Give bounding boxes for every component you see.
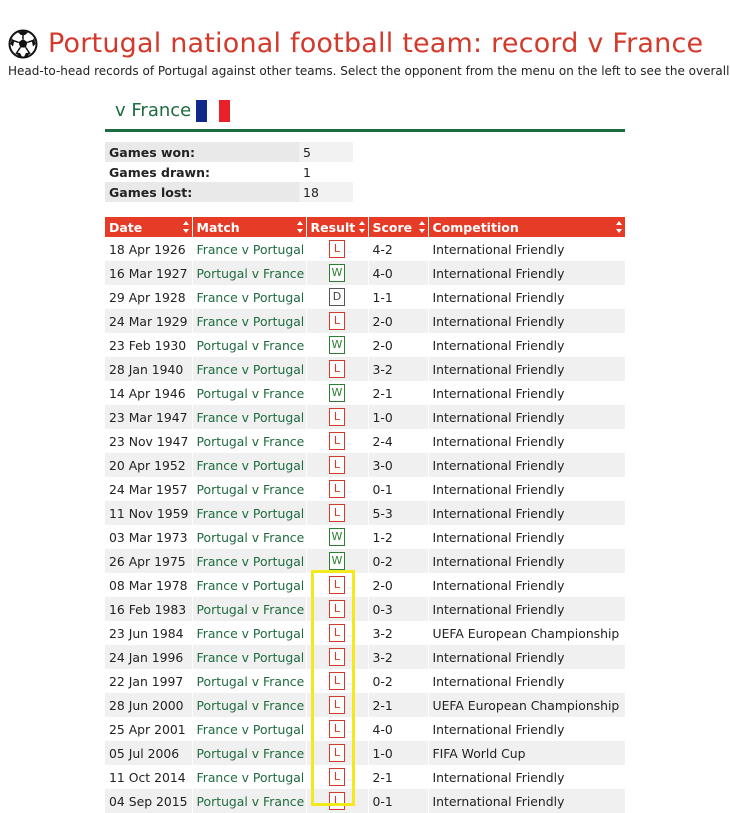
cell-result <box>306 381 368 405</box>
cell-match[interactable]: France v Portugal <box>192 549 306 573</box>
cell-competition: International Friendly <box>428 405 625 429</box>
cell-score: 0-1 <box>368 789 428 813</box>
result-badge: L <box>329 744 345 762</box>
cell-score: 0-3 <box>368 597 428 621</box>
cell-date: 23 Nov 1947 <box>105 429 192 453</box>
cell-score: 1-0 <box>368 741 428 765</box>
cell-result <box>306 453 368 477</box>
cell-date: 14 Apr 1946 <box>105 381 192 405</box>
cell-score: 3-2 <box>368 645 428 669</box>
cell-result <box>306 477 368 501</box>
cell-date: 04 Sep 2015 <box>105 789 192 813</box>
header-date[interactable]: Date <box>105 217 192 237</box>
cell-score: 4-0 <box>368 261 428 285</box>
cell-score: 2-1 <box>368 765 428 789</box>
result-badge: L <box>329 480 345 498</box>
cell-result <box>306 549 368 573</box>
header-result[interactable]: Result <box>306 217 368 237</box>
cell-result <box>306 693 368 717</box>
cell-match[interactable]: Portugal v France <box>192 261 306 285</box>
table-row <box>105 501 625 525</box>
result-badge: L <box>329 648 345 666</box>
cell-date: 05 Jul 2006 <box>105 741 192 765</box>
cell-score: 4-0 <box>368 717 428 741</box>
sort-icon <box>183 221 189 233</box>
cell-score: 0-2 <box>368 669 428 693</box>
football-icon <box>8 29 38 59</box>
table-row <box>105 261 625 285</box>
table-row <box>105 765 625 789</box>
cell-match[interactable]: Portugal v France <box>192 381 306 405</box>
cell-competition: International Friendly <box>428 573 625 597</box>
cell-match[interactable]: Portugal v France <box>192 669 306 693</box>
cell-result <box>306 357 368 381</box>
result-badge: W <box>329 528 345 546</box>
cell-score: 1-2 <box>368 525 428 549</box>
cell-score: 4-2 <box>368 237 428 261</box>
cell-score: 2-0 <box>368 333 428 357</box>
cell-date: 23 Feb 1930 <box>105 333 192 357</box>
cell-competition: International Friendly <box>428 237 625 261</box>
cell-result <box>306 429 368 453</box>
summary-row-drawn <box>105 162 353 182</box>
summary-label: Games won: <box>105 142 299 162</box>
result-badge: L <box>329 504 345 522</box>
cell-match[interactable]: Portugal v France <box>192 741 306 765</box>
cell-result <box>306 765 368 789</box>
cell-date: 24 Mar 1929 <box>105 309 192 333</box>
sort-icon <box>359 221 365 233</box>
result-badge: L <box>329 720 345 738</box>
cell-match[interactable]: Portugal v France <box>192 429 306 453</box>
intro-text: Head-to-head records of Portugal against other teams. Select the opponent from the menu on the left to see the overall <box>8 64 730 78</box>
cell-competition: International Friendly <box>428 333 625 357</box>
cell-match[interactable]: Portugal v France <box>192 597 306 621</box>
cell-result <box>306 285 368 309</box>
cell-match[interactable]: France v Portugal <box>192 357 306 381</box>
cell-match[interactable]: France v Portugal <box>192 573 306 597</box>
cell-date: 18 Apr 1926 <box>105 237 192 261</box>
cell-competition: International Friendly <box>428 549 625 573</box>
cell-result <box>306 309 368 333</box>
cell-result <box>306 261 368 285</box>
result-badge: L <box>329 456 345 474</box>
cell-date: 28 Jan 1940 <box>105 357 192 381</box>
table-row <box>105 741 625 765</box>
cell-date: 16 Feb 1983 <box>105 597 192 621</box>
result-badge: L <box>329 576 345 594</box>
cell-score: 2-4 <box>368 429 428 453</box>
header-match[interactable]: Match <box>192 217 306 237</box>
cell-competition: International Friendly <box>428 525 625 549</box>
result-badge: D <box>329 288 345 306</box>
cell-result <box>306 525 368 549</box>
cell-competition: International Friendly <box>428 597 625 621</box>
cell-date: 11 Oct 2014 <box>105 765 192 789</box>
table-row <box>105 381 625 405</box>
table-row <box>105 237 625 261</box>
cell-date: 23 Jun 1984 <box>105 621 192 645</box>
result-badge: L <box>329 408 345 426</box>
cell-date: 11 Nov 1959 <box>105 501 192 525</box>
cell-competition: UEFA European Championship <box>428 621 625 645</box>
result-badge: W <box>329 336 345 354</box>
cell-date: 29 Apr 1928 <box>105 285 192 309</box>
cell-competition: International Friendly <box>428 285 625 309</box>
cell-match[interactable]: France v Portugal <box>192 309 306 333</box>
cell-score: 3-2 <box>368 621 428 645</box>
summary-value: 18 <box>299 182 353 202</box>
table-row <box>105 453 625 477</box>
table-row <box>105 429 625 453</box>
cell-competition: International Friendly <box>428 381 625 405</box>
summary-label: Games lost: <box>105 182 299 202</box>
header-competition[interactable]: Competition <box>428 217 625 237</box>
cell-score: 2-1 <box>368 693 428 717</box>
cell-match[interactable]: France v Portugal <box>192 765 306 789</box>
cell-result <box>306 621 368 645</box>
summary-value: 5 <box>299 142 353 162</box>
table-row <box>105 645 625 669</box>
cell-result <box>306 405 368 429</box>
cell-score: 1-1 <box>368 285 428 309</box>
table-row <box>105 525 625 549</box>
result-badge: L <box>329 696 345 714</box>
cell-result <box>306 333 368 357</box>
cell-date: 16 Mar 1927 <box>105 261 192 285</box>
opponent-header <box>105 97 625 132</box>
cell-result <box>306 789 368 813</box>
summary-table <box>105 142 353 202</box>
cell-score: 3-2 <box>368 357 428 381</box>
page-title: Portugal national football team: record v France <box>48 28 704 60</box>
cell-competition: International Friendly <box>428 789 625 813</box>
table-row <box>105 621 625 645</box>
cell-score: 2-0 <box>368 573 428 597</box>
cell-result <box>306 237 368 261</box>
cell-competition: International Friendly <box>428 669 625 693</box>
table-row <box>105 717 625 741</box>
cell-result <box>306 645 368 669</box>
cell-result <box>306 597 368 621</box>
cell-competition: International Friendly <box>428 309 625 333</box>
table-row <box>105 477 625 501</box>
cell-date: 20 Apr 1952 <box>105 453 192 477</box>
cell-competition: UEFA European Championship <box>428 693 625 717</box>
table-row <box>105 789 625 813</box>
sort-icon <box>616 221 622 233</box>
cell-date: 03 Mar 1973 <box>105 525 192 549</box>
table-row <box>105 405 625 429</box>
cell-match[interactable]: Portugal v France <box>192 477 306 501</box>
cell-match[interactable]: Portugal v France <box>192 525 306 549</box>
cell-match[interactable]: France v Portugal <box>192 453 306 477</box>
summary-row-won <box>105 142 353 162</box>
table-row <box>105 597 625 621</box>
cell-match[interactable]: France v Portugal <box>192 501 306 525</box>
cell-match[interactable]: Portugal v France <box>192 333 306 357</box>
cell-match[interactable]: France v Portugal <box>192 285 306 309</box>
cell-date: 25 Apr 2001 <box>105 717 192 741</box>
cell-match[interactable]: France v Portugal <box>192 717 306 741</box>
cell-result <box>306 573 368 597</box>
results-table <box>105 217 626 813</box>
table-row <box>105 309 625 333</box>
cell-score: 2-0 <box>368 309 428 333</box>
cell-date: 23 Mar 1947 <box>105 405 192 429</box>
table-row <box>105 693 625 717</box>
result-badge: L <box>329 432 345 450</box>
cell-match[interactable]: France v Portugal <box>192 645 306 669</box>
result-badge: W <box>329 264 345 282</box>
cell-date: 24 Mar 1957 <box>105 477 192 501</box>
opponent-label: v France <box>115 100 192 121</box>
cell-competition: International Friendly <box>428 501 625 525</box>
header-score[interactable]: Score <box>368 217 428 237</box>
cell-competition: International Friendly <box>428 645 625 669</box>
table-row <box>105 357 625 381</box>
cell-competition: International Friendly <box>428 357 625 381</box>
summary-row-lost <box>105 182 353 202</box>
cell-result <box>306 717 368 741</box>
cell-competition: International Friendly <box>428 717 625 741</box>
cell-competition: FIFA World Cup <box>428 741 625 765</box>
table-row <box>105 573 625 597</box>
cell-match[interactable]: Portugal v France <box>192 789 306 813</box>
result-badge: L <box>329 672 345 690</box>
cell-result <box>306 669 368 693</box>
result-badge: L <box>329 624 345 642</box>
summary-label: Games drawn: <box>105 162 299 182</box>
cell-score: 5-3 <box>368 501 428 525</box>
cell-date: 26 Apr 1975 <box>105 549 192 573</box>
result-badge: L <box>329 240 345 258</box>
cell-date: 08 Mar 1978 <box>105 573 192 597</box>
result-badge: L <box>329 360 345 378</box>
cell-date: 28 Jun 2000 <box>105 693 192 717</box>
cell-score: 1-0 <box>368 405 428 429</box>
cell-competition: International Friendly <box>428 765 625 789</box>
cell-competition: International Friendly <box>428 477 625 501</box>
table-row <box>105 333 625 357</box>
cell-score: 3-0 <box>368 453 428 477</box>
result-badge: L <box>329 792 345 810</box>
table-header-row <box>105 217 625 237</box>
cell-result <box>306 741 368 765</box>
cell-match[interactable]: France v Portugal <box>192 405 306 429</box>
table-row <box>105 549 625 573</box>
sort-icon <box>297 221 303 233</box>
cell-match[interactable]: France v Portugal <box>192 621 306 645</box>
cell-competition: International Friendly <box>428 261 625 285</box>
cell-match[interactable]: France v Portugal <box>192 237 306 261</box>
summary-value: 1 <box>299 162 353 182</box>
result-badge: W <box>329 552 345 570</box>
result-badge: L <box>329 600 345 618</box>
cell-score: 2-1 <box>368 381 428 405</box>
table-row <box>105 669 625 693</box>
cell-score: 0-2 <box>368 549 428 573</box>
cell-result <box>306 501 368 525</box>
sort-icon <box>419 221 425 233</box>
cell-competition: International Friendly <box>428 453 625 477</box>
table-row <box>105 285 625 309</box>
result-badge: L <box>329 768 345 786</box>
cell-date: 24 Jan 1996 <box>105 645 192 669</box>
france-flag-icon <box>196 100 230 122</box>
result-badge: L <box>329 312 345 330</box>
cell-score: 0-1 <box>368 477 428 501</box>
cell-competition: International Friendly <box>428 429 625 453</box>
result-badge: W <box>329 384 345 402</box>
cell-date: 22 Jan 1997 <box>105 669 192 693</box>
cell-match[interactable]: Portugal v France <box>192 693 306 717</box>
